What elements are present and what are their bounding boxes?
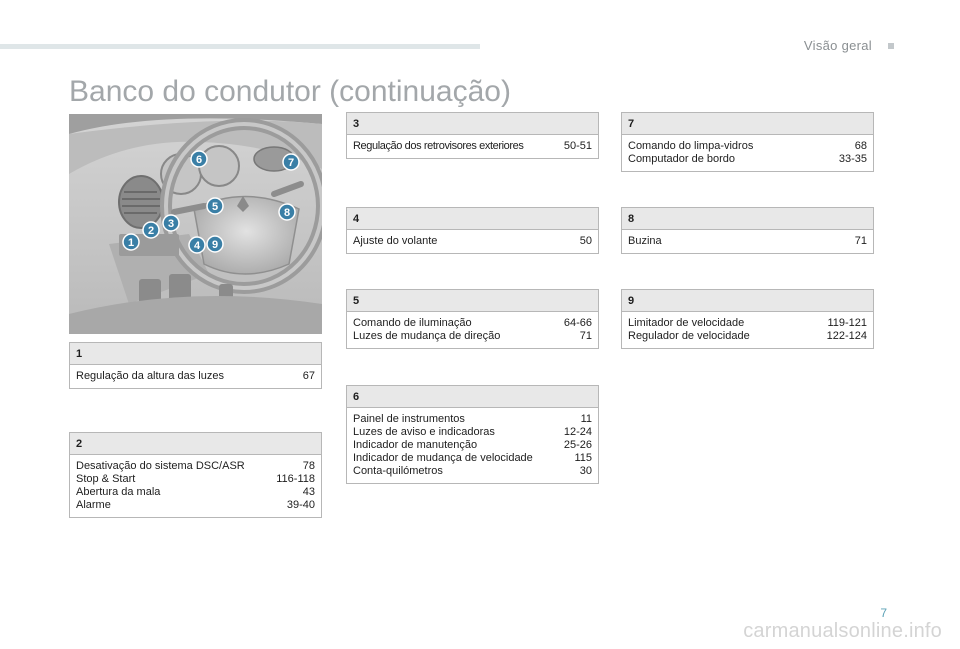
page-reference: 11 (580, 413, 592, 425)
topic-label: Abertura da mala (76, 486, 161, 498)
watermark-text: carmanualsonline.info (743, 620, 942, 642)
callout-marker-7 (283, 154, 299, 170)
callout-marker-8 (279, 204, 295, 220)
topic-label: Regulação da altura das luzes (76, 370, 224, 382)
box-number: 7 (622, 113, 873, 134)
callout-marker-9 (207, 236, 223, 252)
info-box-3 (346, 112, 599, 159)
header-rule (0, 44, 480, 49)
topic-label: Ajuste do volante (353, 235, 438, 247)
page-reference: 33-35 (838, 153, 867, 165)
callout-marker-2 (143, 222, 159, 238)
reference-row (628, 235, 867, 248)
reference-row (76, 486, 315, 499)
box-number: 6 (347, 386, 598, 407)
svg-text:7: 7 (287, 157, 295, 169)
reference-row (353, 439, 592, 452)
page-reference: 122-124 (826, 330, 867, 342)
info-box-1 (69, 342, 322, 389)
reference-row (353, 235, 592, 248)
svg-text:3: 3 (167, 218, 175, 230)
reference-row (628, 140, 867, 153)
svg-text:8: 8 (283, 207, 291, 219)
page-reference: 115 (574, 452, 592, 464)
reference-row (353, 426, 592, 439)
box-rows (347, 407, 598, 483)
topic-label: Alarme (76, 499, 111, 511)
page-reference: 43 (302, 486, 315, 498)
reference-row (628, 330, 867, 343)
reference-row (353, 465, 592, 478)
page-reference: 12-24 (563, 426, 592, 438)
page-title: Banco do condutor (continuação) (69, 75, 511, 108)
callout-marker-1 (123, 234, 139, 250)
info-box-7 (621, 112, 874, 172)
topic-label: Limitador de velocidade (628, 317, 745, 329)
svg-text:4: 4 (193, 240, 201, 252)
box-rows (622, 311, 873, 348)
page-reference: 116-118 (276, 473, 315, 485)
page-number: 7 (880, 606, 887, 620)
page-reference: 25-26 (563, 439, 592, 451)
info-box-9 (621, 289, 874, 349)
box-rows (347, 311, 598, 348)
topic-label: Desativação do sistema DSC/ASR (76, 460, 245, 472)
dashboard-drawing (69, 114, 322, 334)
page-reference: 67 (302, 370, 315, 382)
topic-label: Regulador de velocidade (628, 330, 750, 342)
box-rows (347, 229, 598, 253)
info-box-6 (346, 385, 599, 484)
reference-row (628, 317, 867, 330)
topic-label: Comando de iluminação (353, 317, 472, 329)
reference-row (76, 473, 315, 486)
callout-marker-4 (189, 237, 205, 253)
reference-row (353, 140, 592, 153)
info-box-4 (346, 207, 599, 254)
box-number: 5 (347, 290, 598, 311)
info-box-5 (346, 289, 599, 349)
box-rows (70, 454, 321, 517)
callout-marker-5 (207, 198, 223, 214)
dashboard-illustration (69, 114, 322, 334)
callout-marker-3 (163, 215, 179, 231)
topic-label: Indicador de mudança de velocidade (353, 452, 533, 464)
reference-row (353, 330, 592, 343)
page-reference: 71 (854, 235, 867, 247)
topic-label: Regulação dos retrovisores exteriores (353, 140, 524, 152)
box-number: 3 (347, 113, 598, 134)
topic-label: Computador de bordo (628, 153, 736, 165)
reference-row (353, 413, 592, 426)
reference-row (76, 499, 315, 512)
page-reference: 39-40 (286, 499, 315, 511)
box-rows (347, 134, 598, 158)
topic-label: Luzes de mudança de direção (353, 330, 501, 342)
topic-label: Indicador de manutenção (353, 439, 478, 451)
topic-label: Comando do limpa-vidros (628, 140, 754, 152)
info-box-8 (621, 207, 874, 254)
box-number: 2 (70, 433, 321, 454)
reference-row (76, 460, 315, 473)
topic-label: Painel de instrumentos (353, 413, 465, 425)
svg-text:1: 1 (127, 237, 135, 249)
topic-label: Buzina (628, 235, 662, 247)
page-reference: 68 (854, 140, 867, 152)
info-box-2 (69, 432, 322, 518)
reference-row (353, 452, 592, 465)
page-reference: 119-121 (827, 317, 867, 329)
box-number: 4 (347, 208, 598, 229)
page-reference: 78 (302, 460, 315, 472)
box-rows (622, 134, 873, 171)
box-number: 9 (622, 290, 873, 311)
reference-row (628, 153, 867, 166)
topic-label: Conta-quilómetros (353, 465, 443, 477)
svg-text:9: 9 (211, 239, 219, 251)
reference-row (353, 317, 592, 330)
page-reference: 30 (579, 465, 592, 477)
box-number: 1 (70, 343, 321, 364)
svg-text:5: 5 (211, 201, 219, 213)
reference-row (76, 370, 315, 383)
box-rows (622, 229, 873, 253)
topic-label: Luzes de aviso e indicadoras (353, 426, 495, 438)
section-title: Visão geral (803, 38, 872, 53)
topic-label: Stop & Start (76, 473, 136, 485)
callout-marker-6 (191, 151, 207, 167)
page-reference: 50-51 (563, 140, 592, 152)
page-reference: 50 (579, 235, 592, 247)
svg-text:6: 6 (195, 154, 203, 166)
page-reference: 64-66 (563, 317, 592, 329)
page-reference: 71 (579, 330, 592, 342)
section-marker (888, 43, 894, 49)
svg-text:2: 2 (147, 225, 155, 237)
box-rows (70, 364, 321, 388)
box-number: 8 (622, 208, 873, 229)
